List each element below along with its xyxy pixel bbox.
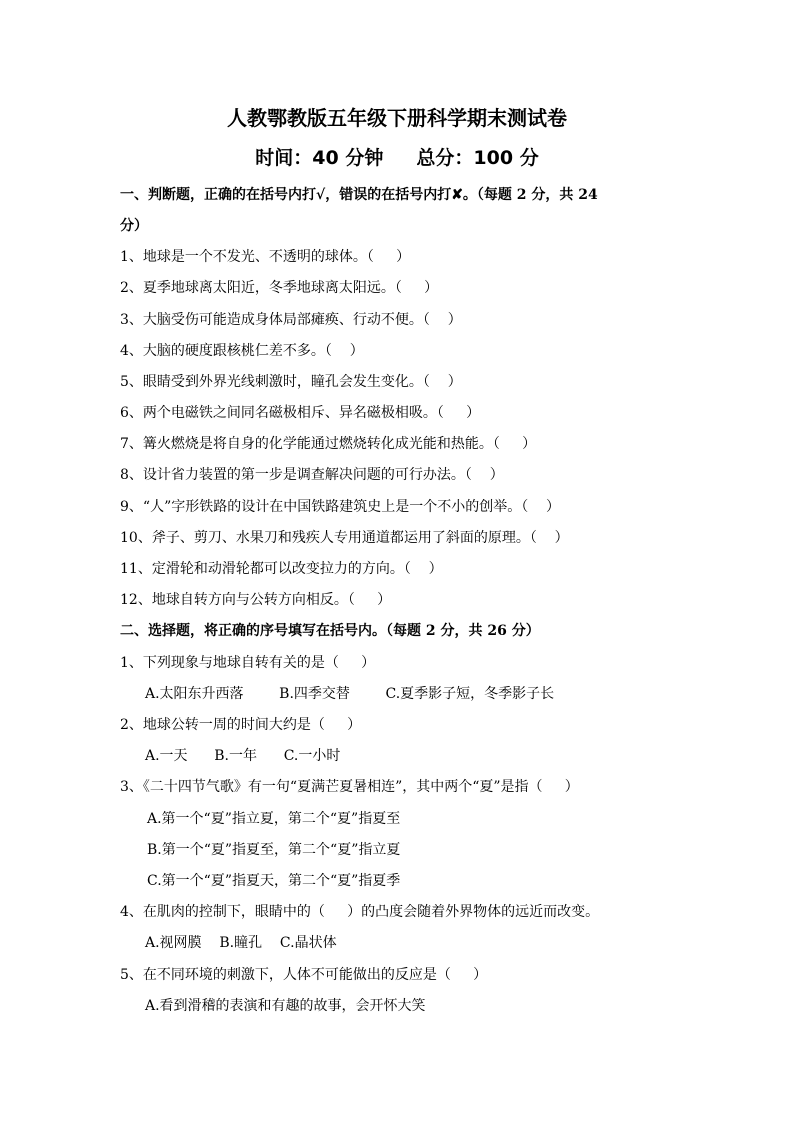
tf-question: 11、定滑轮和动滑轮都可以改变拉力的方向。（ ） (120, 561, 443, 577)
mc-question-stem: 5、在不同环境的刺激下，人体不可能做出的反应是（ ） (120, 967, 488, 983)
mc-question-options: A.视网膜 B.瞳孔 C.晶状体 (145, 935, 337, 951)
mc-question-options: A.看到滑稽的表演和有趣的故事，会开怀大笑 (145, 998, 426, 1014)
tf-question: 2、夏季地球离太阳近，冬季地球离太阳远。（ ） (120, 280, 439, 296)
exam-title: 人教鄂教版五年级下册科学期末测试卷 (227, 106, 567, 130)
tf-question: 6、两个电磁铁之间同名磁极相斥、异名磁极相吸。（ ） (120, 405, 481, 421)
section1-heading-cont: 分） (120, 218, 148, 234)
exam-time-score: 时间：40 分钟 总分：100 分 (255, 147, 539, 169)
tf-question: 7、篝火燃烧是将自身的化学能通过燃烧转化成光能和热能。（ ） (120, 436, 537, 452)
mc-question-options: A.一天 B.一年 C.一小时 (145, 748, 341, 764)
mc-question-stem: 1、下列现象与地球自转有关的是（ ） (120, 655, 376, 671)
tf-question: 3、大脑受伤可能造成身体局部瘫痪、行动不便。（ ） (120, 312, 462, 328)
tf-question: 12、地球自转方向与公转方向相反。（ ） (120, 592, 392, 608)
tf-question: 8、设计省力装置的第一步是调查解决问题的可行办法。（ ） (120, 467, 504, 483)
tf-question: 5、眼睛受到外界光线刺激时，瞳孔会发生变化。（ ） (120, 374, 462, 390)
tf-question: 4、大脑的硬度跟核桃仁差不多。（ ） (120, 343, 364, 359)
mc-question-stem: 3、《二十四节气歌》有一句“夏满芒夏暑相连”，其中两个“夏”是指（ ） (120, 779, 579, 795)
tf-question: 10、斧子、剪刀、水果刀和残疾人专用通道都运用了斜面的原理。（ ） (120, 530, 569, 546)
section1-heading: 一、判断题，正确的在括号内打√，错误的在括号内打✘。（每题 2 分，共 24 (120, 187, 598, 203)
mc-question-stem: 4、在肌肉的控制下，眼睛中的（ ）的凸度会随着外界物体的远近而改变。 (120, 904, 600, 920)
section2-heading: 二、选择题，将正确的序号填写在括号内。（每题 2 分，共 26 分） (120, 623, 540, 639)
tf-question: 9、“人”字形铁路的设计在中国铁路建筑史上是一个不小的创举。（ ） (120, 499, 561, 515)
mc-option-b: B.第一个“夏”指夏至，第二个“夏”指立夏 (147, 842, 401, 858)
mc-question-stem: 2、地球公转一周的时间大约是（ ） (120, 717, 362, 733)
mc-option-a: A.第一个“夏”指立夏，第二个“夏”指夏至 (147, 811, 401, 827)
mc-option-c: C.第一个“夏”指夏天，第二个“夏”指夏季 (147, 873, 401, 889)
mc-question-options: A.太阳东升西落 B.四季交替 C.夏季影子短，冬季影子长 (145, 686, 555, 702)
tf-question: 1、地球是一个不发光、不透明的球体。（ ） (120, 249, 411, 265)
